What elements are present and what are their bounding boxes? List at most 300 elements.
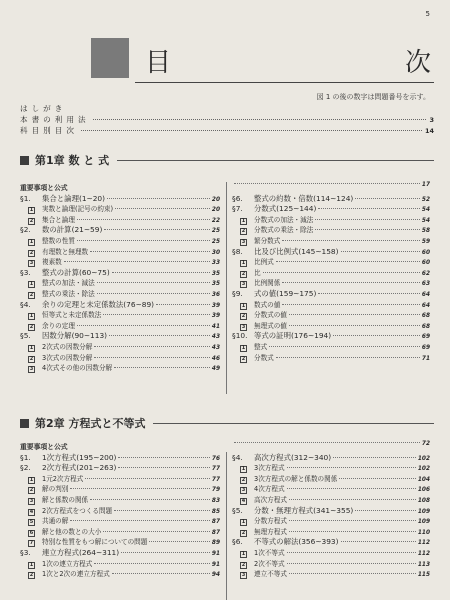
toc-subsection-row[interactable] <box>20 536 220 547</box>
toc-subsection-row[interactable] <box>232 214 430 225</box>
leader-dots <box>341 541 416 542</box>
leader-dots <box>282 282 420 283</box>
boxed-number-icon: 2 <box>241 529 246 536</box>
leader-dots <box>289 573 416 574</box>
toc-section-row[interactable] <box>232 536 430 547</box>
toc-entry-label: 2次方程式をつくる問題 <box>42 506 113 515</box>
toc-subsection-row[interactable] <box>232 547 430 558</box>
toc-section-row[interactable] <box>20 330 220 341</box>
toc-subsection-row[interactable] <box>20 515 220 526</box>
leader-dots <box>282 240 420 241</box>
page-ref: 113 <box>417 561 430 568</box>
section-number: §8. <box>232 246 243 256</box>
page-ref: 77 <box>211 466 220 473</box>
section-number: §5. <box>20 331 31 341</box>
toc-entry-label: 数の計算(21~59) <box>42 225 103 235</box>
boxed-number-icon: 2 <box>241 228 246 235</box>
toc-entry-label: 1次方程式(195~200) <box>42 452 117 462</box>
toc-subsection-row[interactable] <box>232 309 430 320</box>
boxed-number-icon: 1 <box>29 344 34 351</box>
boxed-number-icon: 2 <box>29 291 34 298</box>
page-ref: 64 <box>421 302 430 309</box>
toc-entry-label: 解と係数の関係 <box>42 495 89 504</box>
toc-entry-label: 分数式の値 <box>254 311 287 320</box>
toc-subsection-row[interactable] <box>232 235 430 246</box>
toc-entry-label: 3次方程式の解と係数の関係 <box>254 474 338 483</box>
toc-subsection-row[interactable] <box>232 352 430 363</box>
title-underline <box>135 82 434 83</box>
leader-dots <box>282 304 420 305</box>
toc-entry-label: 不等式の解法(356~393) <box>254 537 339 547</box>
leader-dots <box>269 346 420 347</box>
toc-subsection-row[interactable] <box>20 362 220 373</box>
toc-entry-label: 比及び比例式(145~158) <box>254 246 339 256</box>
title-char-1: 目 <box>145 48 172 78</box>
toc-section-row[interactable] <box>232 246 430 257</box>
boxed-number-icon: 4 <box>241 497 246 504</box>
boxed-number-icon: 7 <box>29 540 34 547</box>
section-number: §3. <box>20 547 31 557</box>
toc-subsection-row[interactable] <box>20 526 220 537</box>
toc-entry-label: 4次式その他の因数分解 <box>42 364 113 373</box>
page-ref: 115 <box>417 572 430 579</box>
toc-entry-label: 特別な性質をもつ解についての問題 <box>42 538 148 547</box>
page-ref: 91 <box>211 561 220 568</box>
chapter-title: 第1章 数 と 式 <box>35 154 110 167</box>
page-ref: 109 <box>417 508 430 515</box>
leader-dots <box>315 229 420 230</box>
leader-dots <box>90 251 210 252</box>
toc-entry-label: 整式の乗法・除法 <box>42 289 95 298</box>
boxed-number-icon: 1 <box>29 281 34 288</box>
boxed-number-icon: 1 <box>241 519 246 526</box>
page-ref: 60 <box>421 260 430 267</box>
toc-subsection-row[interactable] <box>232 494 430 505</box>
leader-dots <box>289 499 416 500</box>
boxed-number-icon: 3 <box>241 281 246 288</box>
leader-dots <box>109 335 210 336</box>
leader-dots <box>289 520 416 521</box>
toc-subsection-row[interactable] <box>20 341 220 352</box>
leader-dots <box>103 314 210 315</box>
boxed-number-icon: 2 <box>29 572 34 579</box>
toc-subsection-row[interactable] <box>232 224 430 235</box>
leader-dots <box>287 488 416 489</box>
page-ref: 39 <box>211 313 220 320</box>
section-number: §7. <box>232 204 243 214</box>
leader-dots <box>287 552 416 553</box>
leader-dots <box>90 499 210 500</box>
boxed-number-icon: 1 <box>241 466 246 473</box>
chapter-1-heading[interactable] <box>20 152 434 168</box>
leader-dots <box>121 552 210 553</box>
front-item-label: はしがき <box>20 104 67 113</box>
page-ref: 89 <box>211 540 220 547</box>
toc-entry-label: 有理数と無理数 <box>42 247 89 256</box>
toc-entry-label: 整式の約数・倍数(114~124) <box>254 193 354 203</box>
key-points-label: 重要事項と公式 <box>20 443 68 451</box>
leader-dots <box>77 240 210 241</box>
toc-subsection-row[interactable] <box>20 558 220 569</box>
toc-entry-label: 2次不等式 <box>254 559 285 568</box>
page-ref: 108 <box>417 497 430 504</box>
toc-entry-label: 1元2次方程式 <box>42 474 84 483</box>
boxed-number-icon: 2 <box>241 270 246 277</box>
chapter-square-icon <box>20 156 29 165</box>
boxed-number-icon: 3 <box>29 497 34 504</box>
page-ref: 102 <box>417 466 430 473</box>
toc-subsection-row[interactable] <box>20 505 220 516</box>
boxed-number-icon: 1 <box>241 260 246 267</box>
boxed-number-icon: 2 <box>29 355 34 362</box>
toc-entry-label: 高次方程式 <box>254 495 287 504</box>
section-number: §3. <box>20 267 31 277</box>
toc-entry-label: 無理方程式 <box>254 527 287 536</box>
toc-subsection-row[interactable] <box>20 246 220 257</box>
toc-entry-label: 比 <box>254 268 261 277</box>
title-decoration-block <box>91 38 129 78</box>
page-ref: 46 <box>211 355 220 362</box>
page-ref: 91 <box>211 550 220 557</box>
leader-dots <box>70 488 210 489</box>
section-number: §6. <box>232 537 243 547</box>
page-ref: 20 <box>211 196 220 203</box>
leader-dots <box>118 467 209 468</box>
boxed-number-icon: 2 <box>29 323 34 330</box>
toc-section-row[interactable] <box>232 505 430 516</box>
section-number: §10. <box>232 331 248 341</box>
toc-subsection-row[interactable] <box>232 267 430 278</box>
boxed-number-icon: 1 <box>29 313 34 320</box>
chapter-2-right-column <box>232 441 430 579</box>
page-ref: 87 <box>211 519 220 526</box>
key-points-row[interactable] <box>20 182 220 193</box>
boxed-number-icon: 2 <box>241 355 246 362</box>
page-ref: 52 <box>421 196 430 203</box>
page-ref: 69 <box>421 334 430 341</box>
boxed-number-icon: 1 <box>241 550 246 557</box>
chapter-title: 第2章 方程式と不等式 <box>35 417 146 430</box>
toc-entry-label: 高次方程式(312~340) <box>254 452 332 462</box>
leader-dots <box>276 261 420 262</box>
toc-subsection-row[interactable] <box>232 515 430 526</box>
page-ref: 69 <box>421 344 430 351</box>
toc-subsection-row[interactable] <box>232 526 430 537</box>
chapter-2-heading[interactable] <box>20 415 434 431</box>
leader-dots <box>93 119 427 120</box>
page-ref: 54 <box>421 217 430 224</box>
boxed-number-icon: 2 <box>29 249 34 256</box>
leader-dots <box>97 282 210 283</box>
leader-dots <box>107 198 210 199</box>
page-ref: 62 <box>421 270 430 277</box>
leader-dots <box>118 457 209 458</box>
toc-entry-label: 分数式 <box>254 353 274 362</box>
page-ref: 20 <box>211 207 220 214</box>
page-ref: 110 <box>417 529 430 536</box>
toc-section-row[interactable] <box>20 547 220 558</box>
page-ref: 36 <box>211 291 220 298</box>
toc-entry-label: 比例関係 <box>254 279 281 288</box>
page-number: 5 <box>425 10 430 18</box>
page-ref: 71 <box>421 355 430 362</box>
leader-dots <box>333 335 420 336</box>
front-matter-list <box>20 103 434 136</box>
toc-subsection-row[interactable] <box>20 277 220 288</box>
toc-subsection-row[interactable] <box>232 568 430 579</box>
leader-dots <box>77 325 210 326</box>
toc-subsection-row[interactable] <box>20 352 220 363</box>
section-number: §4. <box>20 299 31 309</box>
page-ref: 76 <box>211 455 220 462</box>
toc-subsection-row[interactable] <box>232 473 430 484</box>
leader-dots <box>112 573 210 574</box>
page-ref: 3 <box>429 116 434 124</box>
boxed-number-icon: 2 <box>241 561 246 568</box>
page-note: 図 1 の後の数字は問題番号を示す。 <box>316 93 430 101</box>
page-ref: 106 <box>417 487 430 494</box>
toc-section-row[interactable] <box>20 462 220 473</box>
toc-subsection-row[interactable] <box>20 568 220 579</box>
boxed-number-icon: 1 <box>29 207 34 214</box>
boxed-number-icon: 3 <box>29 366 34 373</box>
leader-dots <box>94 563 210 564</box>
page-ref: 79 <box>211 487 220 494</box>
front-item-label: 科目別目次 <box>20 126 78 135</box>
toc-entry-label: 式の値(159~175) <box>254 288 317 298</box>
leader-dots <box>287 563 416 564</box>
front-item-preface[interactable] <box>20 103 434 114</box>
page-ref: 54 <box>421 207 430 214</box>
toc-subsection-row[interactable] <box>232 558 430 569</box>
toc-subsection-row[interactable] <box>232 320 430 331</box>
toc-subsection-row[interactable] <box>232 462 430 473</box>
toc-section-row[interactable] <box>232 288 430 299</box>
title-char-2: 次 <box>405 48 432 78</box>
toc-entry-label: 分数・無理方程式(341~355) <box>254 505 354 515</box>
chapter-rule <box>153 423 434 424</box>
leader-dots <box>355 510 416 511</box>
boxed-number-icon: 2 <box>29 487 34 494</box>
leader-dots <box>104 229 210 230</box>
page-ref: 39 <box>211 302 220 309</box>
boxed-number-icon: 2 <box>241 476 246 483</box>
toc-entry-label: 分数方程式 <box>254 517 287 526</box>
toc-subsection-row[interactable] <box>20 494 220 505</box>
toc-entry-label: 集合と論理 <box>42 215 75 224</box>
leader-dots <box>318 293 420 294</box>
section-number: §2. <box>20 463 31 473</box>
page-ref: 63 <box>421 281 430 288</box>
leader-dots <box>97 293 210 294</box>
key-points-continuation[interactable] <box>232 182 430 193</box>
page-ref: 33 <box>211 260 220 267</box>
page-ref: 64 <box>421 291 430 298</box>
toc-entry-label: 1次不等式 <box>254 548 285 557</box>
front-item-label: 本書の利用法 <box>20 115 90 124</box>
boxed-number-icon: 2 <box>241 313 246 320</box>
page-ref: 59 <box>421 238 430 245</box>
boxed-number-icon: 3 <box>241 572 246 579</box>
chapter-square-icon <box>20 419 29 428</box>
column-divider <box>226 452 227 600</box>
page-ref: 112 <box>417 550 430 557</box>
toc-entry-label: 複素数 <box>42 258 62 267</box>
toc-subsection-row[interactable] <box>20 473 220 484</box>
toc-entry-label: 実数と論理(記号の約束) <box>42 205 114 214</box>
toc-entry-label: 連立不等式 <box>254 570 287 579</box>
toc-entry-label: 共通の解 <box>42 517 69 526</box>
toc-entry-label: 因数分解(90~113) <box>42 331 108 341</box>
boxed-number-icon: 6 <box>29 529 34 536</box>
toc-subsection-row[interactable] <box>232 256 430 267</box>
leader-dots <box>112 272 210 273</box>
toc-subsection-row[interactable] <box>232 277 430 288</box>
boxed-number-icon: 1 <box>241 344 246 351</box>
toc-entry-label: 整式の計算(60~75) <box>42 267 110 277</box>
chapter-1-right-column <box>232 182 430 362</box>
toc-entry-label: 分数式の加法・減法 <box>254 215 314 224</box>
toc-subsection-row[interactable] <box>20 483 220 494</box>
toc-entry-label: 集合と論理(1~20) <box>42 193 106 203</box>
toc-section-row[interactable] <box>232 203 430 214</box>
leader-dots <box>77 219 210 220</box>
leader-dots <box>318 208 420 209</box>
toc-entry-label: 繁分数式 <box>254 236 281 245</box>
toc-entry-label: 数式の値 <box>254 300 281 309</box>
leader-dots <box>70 520 210 521</box>
page-ref: 25 <box>211 238 220 245</box>
toc-entry-label: 余りの定理 <box>42 321 75 330</box>
toc-section-row[interactable] <box>20 267 220 278</box>
toc-section-row[interactable] <box>20 299 220 310</box>
section-number: §2. <box>20 225 31 235</box>
page-ref: 112 <box>417 540 430 547</box>
column-divider <box>226 182 227 394</box>
toc-subsection-row[interactable] <box>20 235 220 246</box>
section-number: §5. <box>232 505 243 515</box>
leader-dots <box>114 367 210 368</box>
boxed-number-icon: 1 <box>29 476 34 483</box>
toc-subsection-row[interactable] <box>20 203 220 214</box>
toc-subsection-row[interactable] <box>20 256 220 267</box>
page-ref: 17 <box>421 182 430 188</box>
section-number: §9. <box>232 288 243 298</box>
leader-dots <box>289 531 416 532</box>
page-ref: 104 <box>417 476 430 483</box>
leader-dots <box>115 208 210 209</box>
key-points-row[interactable] <box>20 441 220 452</box>
page-ref: 68 <box>421 323 430 330</box>
section-number: §1. <box>20 452 31 462</box>
leader-dots <box>64 261 210 262</box>
toc-entry-label: 1次と2次の連立方程式 <box>42 570 110 579</box>
leader-dots <box>85 478 210 479</box>
chapter-rule <box>117 160 434 161</box>
boxed-number-icon: 4 <box>29 508 34 515</box>
leader-dots <box>289 314 420 315</box>
page-ref: 30 <box>211 249 220 256</box>
page-ref: 68 <box>421 313 430 320</box>
boxed-number-icon: 2 <box>29 217 34 224</box>
leader-dots <box>315 219 420 220</box>
page-ref: 87 <box>211 529 220 536</box>
page-ref: 94 <box>211 572 220 579</box>
leader-dots <box>333 457 416 458</box>
toc-subsection-row[interactable] <box>20 309 220 320</box>
leader-dots <box>276 357 420 358</box>
toc-entry-label: 2次式の因数分解 <box>42 342 93 351</box>
toc-entry-label: 3次方程式 <box>254 464 285 473</box>
toc-subsection-row[interactable] <box>232 341 430 352</box>
toc-entry-label: 2次方程式(201~263) <box>42 463 117 473</box>
toc-section-row[interactable] <box>232 452 430 463</box>
leader-dots <box>289 325 420 326</box>
toc-subsection-row[interactable] <box>20 320 220 331</box>
key-points-label: 重要事項と公式 <box>20 184 68 192</box>
toc-section-row[interactable] <box>20 224 220 235</box>
leader-dots <box>94 357 210 358</box>
toc-subsection-row[interactable] <box>20 288 220 299</box>
page-ref: 83 <box>211 497 220 504</box>
boxed-number-icon: 1 <box>241 302 246 309</box>
page-title <box>145 42 435 78</box>
boxed-number-icon: 1 <box>241 217 246 224</box>
toc-entry-label: 恒等式と未定係数法 <box>42 311 102 320</box>
toc-entry-label: 1次の連立方程式 <box>42 559 93 568</box>
toc-section-row[interactable] <box>20 452 220 463</box>
toc-subsection-row[interactable] <box>232 299 430 310</box>
toc-entry-label: 3次式の因数分解 <box>42 353 93 362</box>
toc-section-row[interactable] <box>20 193 220 204</box>
key-points-continuation[interactable] <box>232 441 430 452</box>
page-ref: 25 <box>211 228 220 235</box>
toc-entry-label: 無理式の値 <box>254 321 287 330</box>
boxed-number-icon: 1 <box>29 238 34 245</box>
section-number: §6. <box>232 193 243 203</box>
page-ref: 77 <box>211 476 220 483</box>
toc-subsection-row[interactable] <box>20 214 220 225</box>
chapter-1-left-column <box>20 182 220 373</box>
boxed-number-icon: 3 <box>29 260 34 267</box>
section-number: §4. <box>232 452 243 462</box>
toc-entry-label: 分数式の乗法・除法 <box>254 226 314 235</box>
toc-section-row[interactable] <box>232 330 430 341</box>
toc-entry-label: 等式の証明(176~194) <box>254 331 332 341</box>
front-item-how-to-use[interactable] <box>20 114 434 125</box>
page-ref: 43 <box>211 334 220 341</box>
leader-dots <box>156 304 210 305</box>
toc-entry-label: 整式の加法・減法 <box>42 279 95 288</box>
section-number: §1. <box>20 193 31 203</box>
toc-entry-label: 連立方程式(264~311) <box>42 547 120 557</box>
boxed-number-icon: 3 <box>241 238 246 245</box>
toc-section-row[interactable] <box>232 193 430 204</box>
chapter-2-left-column <box>20 441 220 579</box>
page-ref: 109 <box>417 519 430 526</box>
page-ref: 49 <box>211 366 220 373</box>
front-item-subject-index[interactable] <box>20 125 434 136</box>
page-ref: 102 <box>417 455 430 462</box>
toc-subsection-row[interactable] <box>232 483 430 494</box>
leader-dots <box>94 346 210 347</box>
page-ref: 72 <box>421 441 430 447</box>
leader-dots <box>287 467 416 468</box>
toc-entry-label: 余りの定理と未定係数法(76~89) <box>42 299 155 309</box>
leader-dots <box>114 510 210 511</box>
page-ref: 41 <box>211 323 220 330</box>
toc-entry-label: 解と他の数との大小 <box>42 527 102 536</box>
